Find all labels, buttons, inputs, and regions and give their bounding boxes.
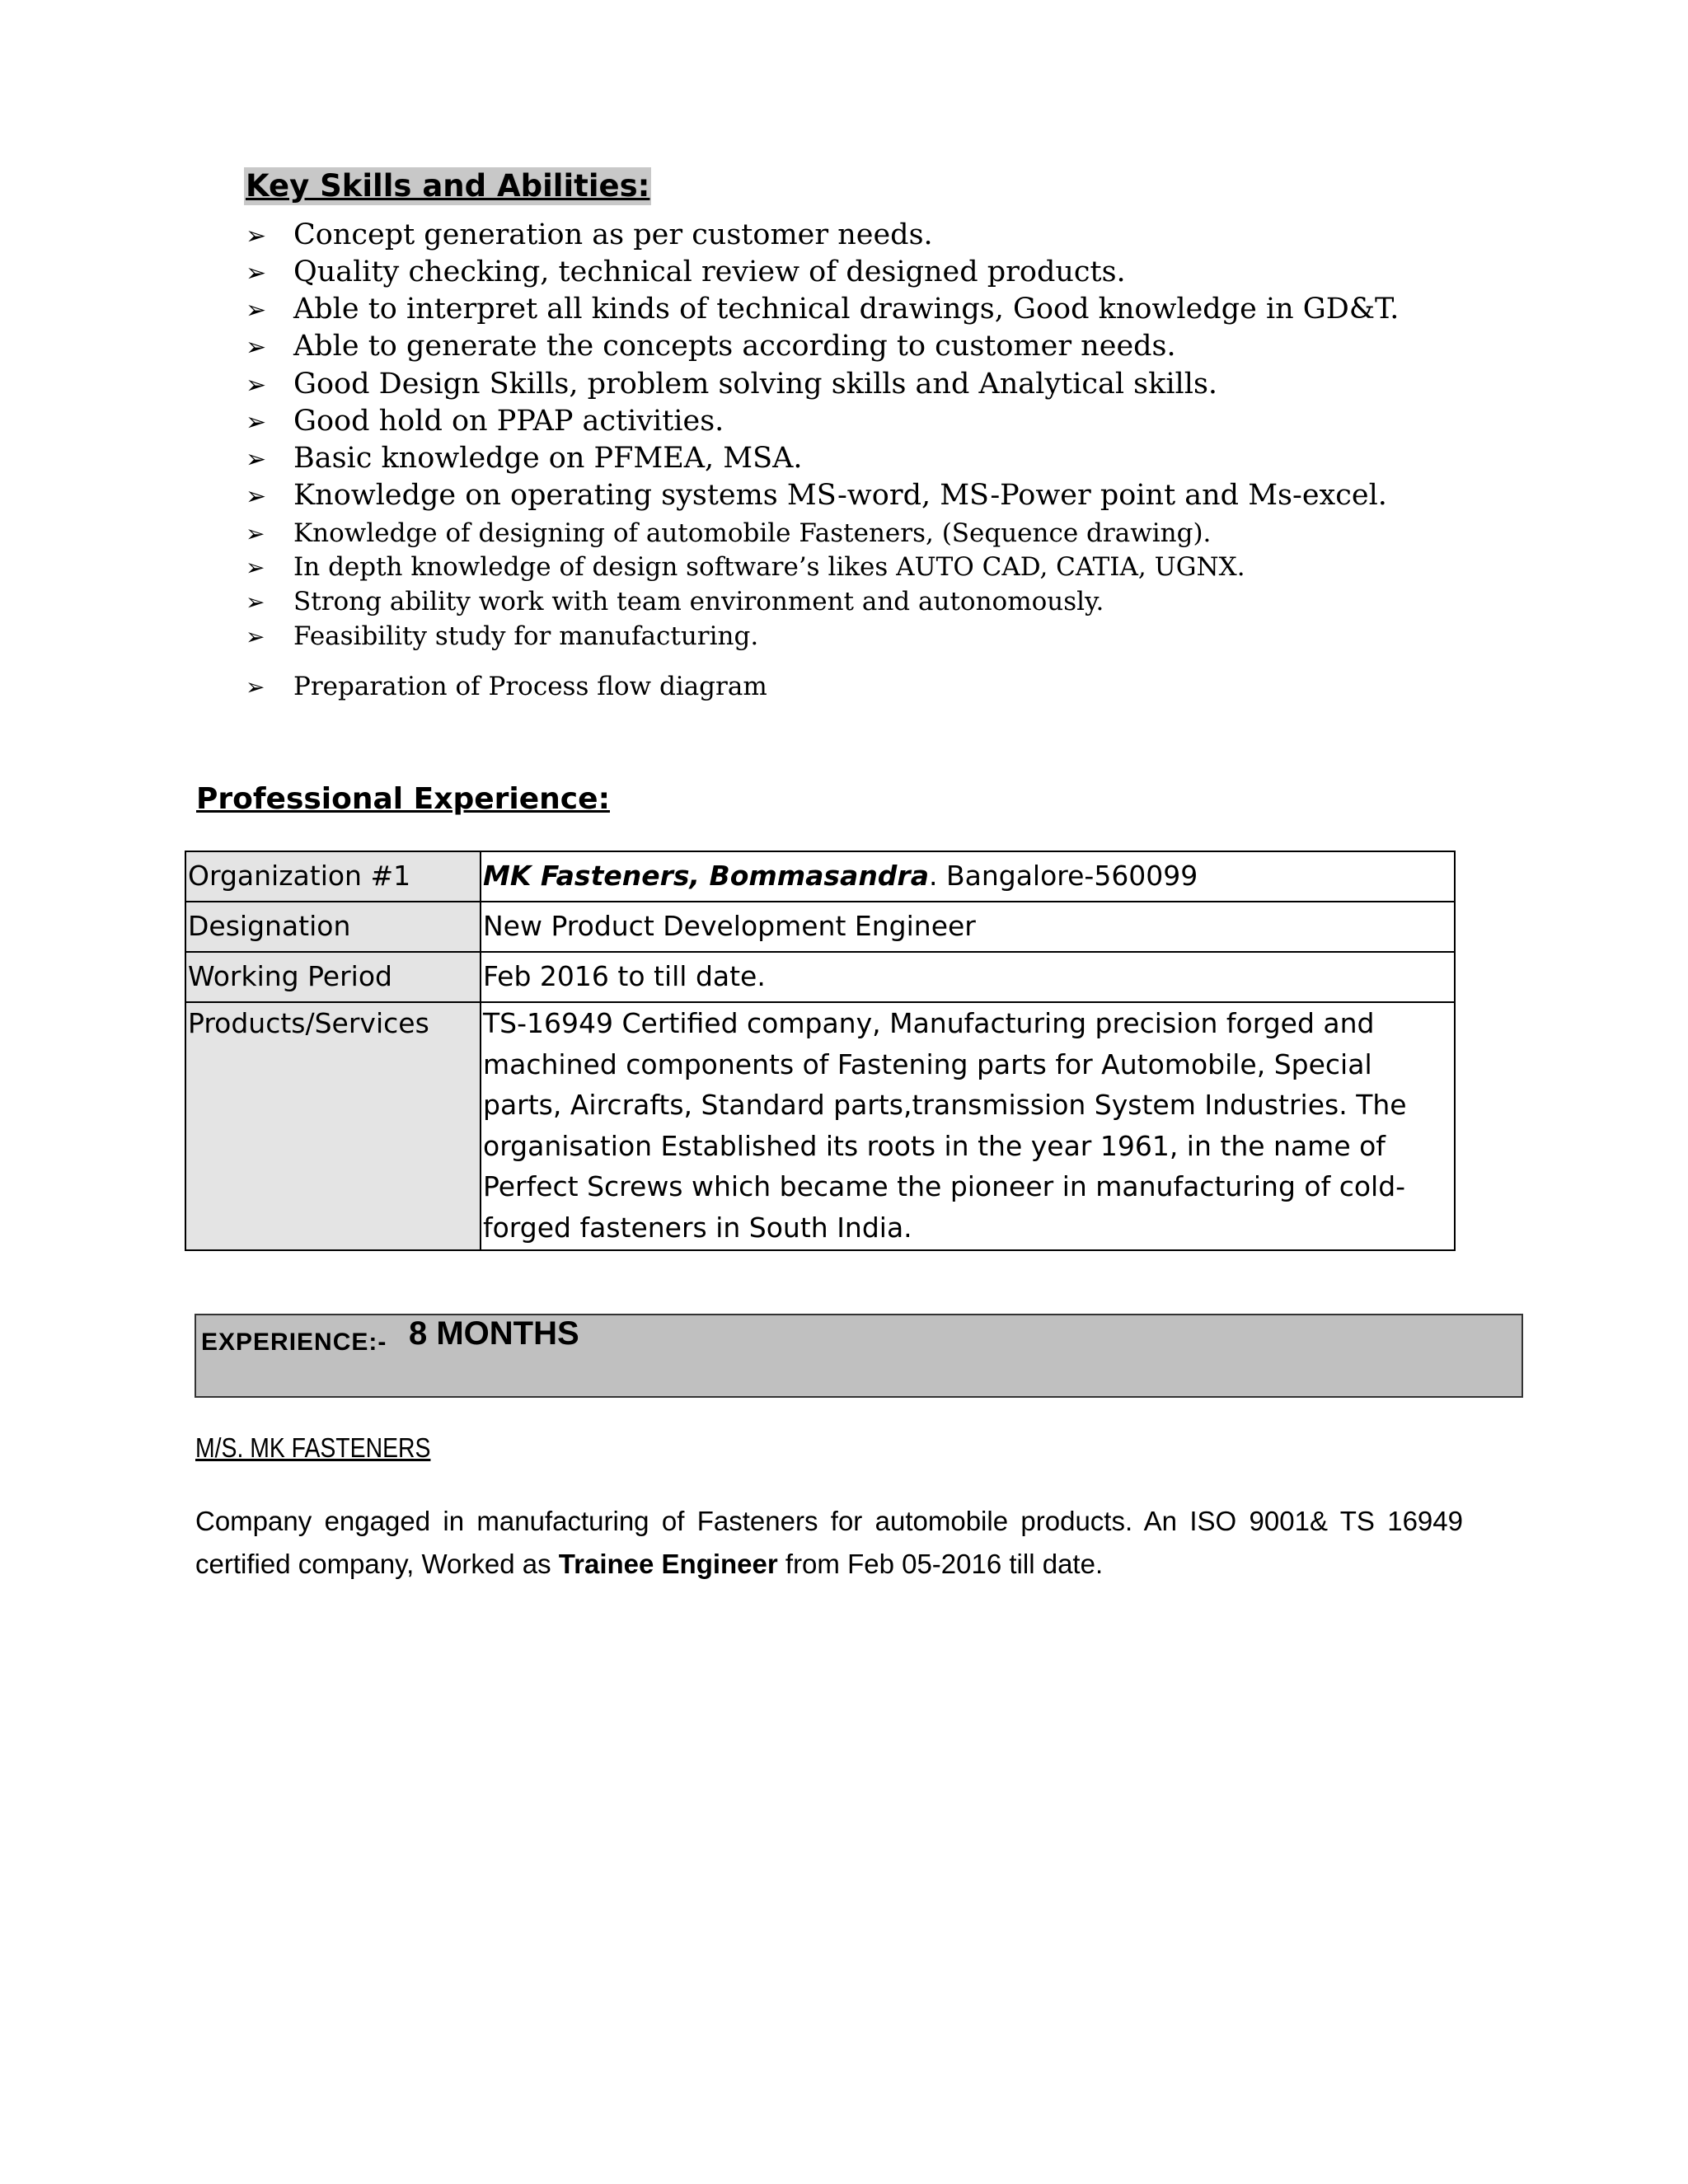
company-description (195, 1500, 1463, 1586)
description-dates: from Feb 05-2016 till date. (777, 1549, 1104, 1579)
experience-summary-box (195, 1314, 1523, 1398)
arrow-bullet-icon: ➢ (246, 408, 267, 437)
description-text: Company engaged in manufacturing of Fasteners for automobile products. An ISO 9001& TS 16949 certified company, Worked as (195, 1506, 1463, 1579)
row-label-working-period: Working Period (185, 952, 481, 1002)
arrow-bullet-icon: ➢ (246, 259, 267, 288)
arrow-bullet-icon: ➢ (246, 222, 267, 251)
skills-heading: Key Skills and Abilities: (246, 168, 650, 204)
row-value-designation: New Product Development Engineer (481, 902, 1455, 952)
table-row (185, 851, 1455, 902)
company-name: M/S. MK FASTENERS (195, 1432, 431, 1463)
arrow-bullet-icon: ➢ (246, 296, 267, 325)
row-label-products: Products/Services (185, 1002, 481, 1250)
experience-value: 8 MONTHS (409, 1315, 579, 1352)
table-row (185, 952, 1455, 1002)
row-value-organization (481, 851, 1455, 902)
row-label-designation: Designation (185, 902, 481, 952)
table-row (185, 1002, 1455, 1250)
arrow-bullet-icon: ➢ (246, 482, 267, 511)
professional-heading: Professional Experience: (196, 782, 610, 816)
row-value-products: TS-16949 Certified company, Manufacturing precision forged and machined components of Fastening parts for Automobile, Special parts, Aircrafts, Standard parts,transmission System Industries. The organisation Established its roots in the year 1961, in the name of Perfect Screws which became the pioneer in manufacturing of cold-forged fasteners in South India. (481, 1002, 1455, 1250)
arrow-bullet-icon: ➢ (246, 445, 267, 474)
arrow-bullet-icon: ➢ (246, 554, 265, 581)
arrow-bullet-icon: ➢ (246, 520, 265, 547)
organization-location: . Bangalore-560099 (928, 860, 1198, 892)
arrow-bullet-icon: ➢ (246, 371, 267, 400)
arrow-bullet-icon: ➢ (246, 588, 265, 616)
job-title: Trainee Engineer (558, 1549, 778, 1579)
experience-table (185, 851, 1456, 1251)
row-value-working-period: Feb 2016 to till date. (481, 952, 1455, 1002)
arrow-bullet-icon: ➢ (246, 623, 265, 650)
organization-name: MK Fasteners, Bommasandra (483, 860, 929, 892)
experience-label: EXPERIENCE:- (201, 1329, 387, 1356)
row-label-organization: Organization #1 (185, 851, 481, 902)
arrow-bullet-icon: ➢ (246, 333, 267, 362)
arrow-bullet-icon: ➢ (246, 673, 265, 701)
table-row (185, 902, 1455, 952)
